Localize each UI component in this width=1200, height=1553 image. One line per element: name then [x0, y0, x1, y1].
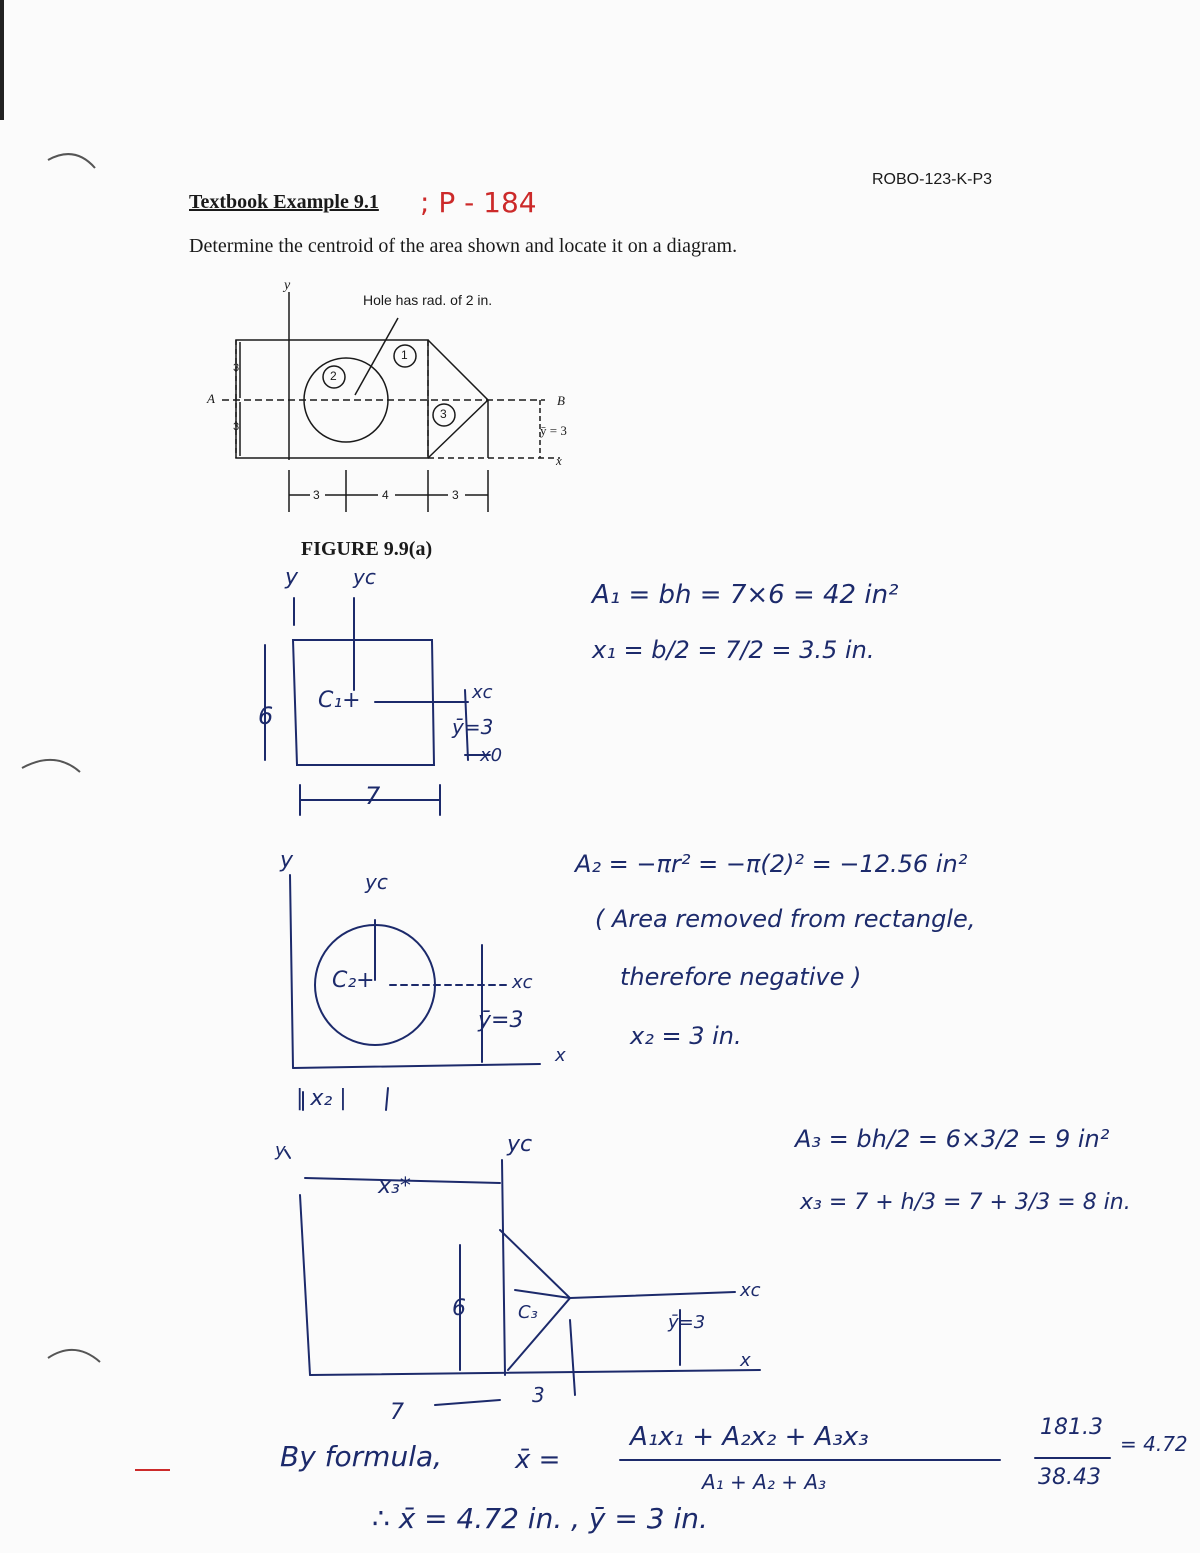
- problem-statement: Determine the centroid of the area shown and locate it on a diagram.: [189, 235, 738, 257]
- sketch2-yc: yc: [365, 870, 388, 894]
- page-reference: ; P - 184: [420, 186, 537, 219]
- part-3-label: 3: [440, 407, 447, 421]
- part-1-label: 1: [401, 348, 408, 362]
- sketch3-xbar: x₃ = 7 + h/3 = 7 + 3/3 = 8 in.: [800, 1190, 1131, 1215]
- sketch3-x3-dim: x₃*: [378, 1174, 411, 1199]
- sketch1-area: A₁ = bh = 7×6 = 42 in²: [592, 580, 899, 610]
- sketch3-yc: yc: [507, 1132, 533, 1157]
- sketch2-c2: C₂+: [332, 968, 375, 993]
- example-title: Textbook Example 9.1: [189, 191, 379, 213]
- result-prefix: By formula,: [280, 1440, 443, 1473]
- sketch2-y: y: [280, 848, 294, 873]
- result-fraction-top: 181.3: [1040, 1415, 1103, 1440]
- dim-bottom-3: 3: [452, 488, 459, 502]
- figure-caption: FIGURE 9.9(a): [301, 538, 433, 560]
- sketch1-x0: x0: [480, 745, 503, 766]
- sketch1-y: y: [285, 565, 299, 590]
- sketch2-ybar: ȳ=3: [478, 1008, 524, 1033]
- dim-left-bottom: 3: [233, 421, 240, 433]
- hole-radius-note: Hole has rad. of 2 in.: [363, 292, 493, 308]
- sketch1-xbar: x₁ = b/2 = 7/2 = 3.5 in.: [592, 636, 875, 664]
- sketch3-c3: C₃: [518, 1302, 538, 1323]
- dim-bottom-1: 3: [313, 488, 320, 502]
- sketch3-xc: xc: [740, 1280, 761, 1301]
- result-final: ∴ x̄ = 4.72 in. , ȳ = 3 in.: [372, 1502, 708, 1535]
- label-b: B: [557, 393, 565, 408]
- sketch2-x2-dim: | x₂ |: [296, 1086, 347, 1111]
- sketch1-width: 7: [365, 782, 381, 810]
- sketch2-xbar: x₂ = 3 in.: [630, 1022, 742, 1050]
- sketch2-xc: xc: [512, 972, 533, 993]
- sketch1-yc: yc: [353, 565, 376, 589]
- sketch2-note-1: ( Area removed from rectangle,: [595, 905, 976, 933]
- label-a: A: [207, 391, 215, 406]
- sketch3-x: x: [740, 1350, 751, 1371]
- figure-x-axis-label: x: [556, 453, 562, 468]
- sketch1-xc: xc: [472, 682, 493, 703]
- result-denominator: A₁ + A₂ + A₃: [702, 1470, 827, 1494]
- sketch2-x: x: [555, 1045, 566, 1066]
- result-fraction-bottom: 38.43: [1038, 1465, 1101, 1490]
- figure-y-axis-label: y: [284, 278, 291, 293]
- sketch1-c1: C₁+: [318, 688, 361, 713]
- part-2-label: 2: [330, 369, 337, 383]
- sketch2-note-2: therefore negative ): [620, 963, 862, 991]
- sketch3-dim-7: 7: [390, 1400, 404, 1425]
- sketch1-height: 6: [258, 702, 274, 730]
- sketch2-area: A₂ = −πr² = −π(2)² = −12.56 in²: [575, 850, 968, 878]
- result-xbar-symbol: x̄ =: [515, 1445, 561, 1475]
- result-numerator: A₁x₁ + A₂x₂ + A₃x₃: [630, 1422, 869, 1452]
- sketch3-dim-3: 3: [532, 1383, 545, 1407]
- sketch3-y: y: [275, 1140, 286, 1161]
- sketch3-height: 6: [452, 1296, 466, 1321]
- sketch1-ybar: ȳ=3: [452, 715, 494, 739]
- sketch3-ybar: ȳ=3: [668, 1312, 706, 1333]
- dim-left-top: 3: [233, 362, 240, 374]
- document-code: ROBO-123-K-P3: [872, 171, 993, 188]
- figure-ybar-note: ȳ = 3: [540, 423, 567, 438]
- sketch3-area: A₃ = bh/2 = 6×3/2 = 9 in²: [795, 1125, 1110, 1153]
- result-equals-value: = 4.72: [1120, 1432, 1188, 1456]
- dim-bottom-2: 4: [382, 488, 389, 502]
